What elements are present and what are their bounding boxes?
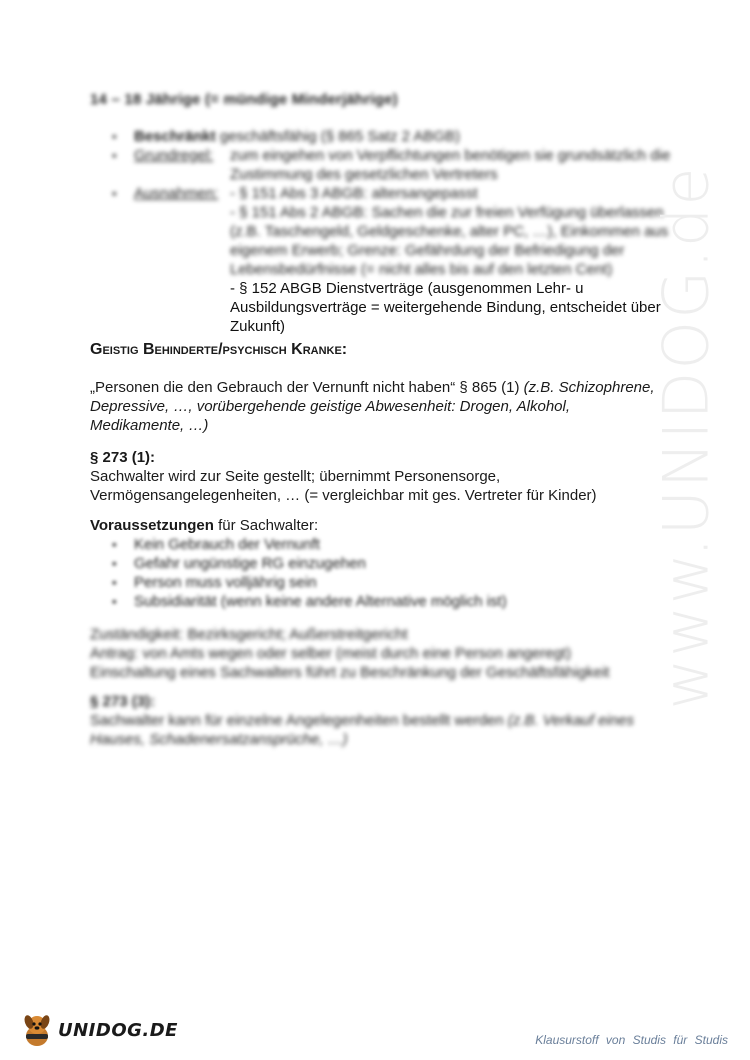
section-text: Sachwalter wird zur Seite gestellt; übernimmt Personensorge, Vermögensangelegenheiten, … (= vergleichbar mit ges. Vertreter für Kinder) xyxy=(90,468,597,504)
section-273-1 xyxy=(90,448,665,505)
list-item xyxy=(112,554,612,573)
item-text: geschäftsfähig (§ 865 Satz 2 ABGB) xyxy=(219,128,461,145)
section-heading-disabled xyxy=(90,340,347,359)
section-text: Sachwalter kann für einzelne Angelegenheiten bestellt werden xyxy=(90,712,508,729)
section-title: § 273 (1): xyxy=(90,449,156,466)
item-text: - § 151 Abs 2 ABGB: Sachen die zur freien Verfügung überlassen (z.B. Taschengeld, Geldgeschenke, alter PC, …), Einkommen aus eigenem Erwerb; Grenze: Gefährdung der Befriedigung der Lebensbedürfnisse (= nicht alles bis auf den letzten Cent) xyxy=(230,204,669,278)
item-label: Beschränkt xyxy=(134,128,216,145)
bullet-icon: • xyxy=(112,594,117,609)
item-text: - § 151 Abs 3 ABGB: altersangepasst xyxy=(230,185,478,202)
item-label: Ausnahmen: xyxy=(134,185,219,202)
item-text: Kein Gebrauch der Vernunft xyxy=(134,536,320,553)
requirements-list xyxy=(112,535,612,611)
item-label: Grundregel: xyxy=(134,147,214,164)
text-line: Zuständigkeit: Bezirksgericht; Außerstreitgericht xyxy=(90,626,408,643)
list-item xyxy=(112,535,612,554)
item-text: Person muss volljährig sein xyxy=(134,574,317,591)
bullet-icon: • xyxy=(112,129,117,144)
unidog-logo xyxy=(20,1012,178,1048)
quote-examples: (z.B. Schizophrene, Depressive, …, vorübergehende geistige Abwesenheit: Drogen, Alkohol, Medikamente, …) xyxy=(90,379,655,434)
item-text: Gefahr ungünstige RG einzugehen xyxy=(134,555,366,572)
item-text: zum eingehen von Verpflichtungen benötigen sie grundsätzlich die Zustimmung des gesetzlichen Vertreters xyxy=(230,147,671,183)
bullet-icon: • xyxy=(112,148,117,163)
section-examples: (z.B. Verkauf eines Hauses, Schadenersatzansprüche, …) xyxy=(90,712,634,748)
jurisdiction-block xyxy=(90,625,670,682)
requirements-heading xyxy=(90,516,665,535)
section-title: § 273 (3): xyxy=(90,693,156,710)
bullet-icon: • xyxy=(112,556,117,571)
footer-slogan: Klausurstoff von Studis für Studis xyxy=(535,1033,728,1047)
section-273-3 xyxy=(90,692,670,749)
item-text: - § 152 ABGB Dienstverträge (ausgenommen Lehr- u Ausbildungsverträge = weitergehende Bindung, entscheidet über Zukunft) xyxy=(230,280,661,335)
bullet-icon: • xyxy=(112,186,117,201)
heading-text: Geistig Behinderte/psychisch Kranke: xyxy=(90,341,348,358)
quote-text: „Personen die den Gebrauch der Vernunft nicht haben“ § 865 (1) xyxy=(90,379,524,396)
list-item xyxy=(112,184,672,336)
list-item xyxy=(112,573,612,592)
quote-paragraph xyxy=(90,378,665,435)
minors-bullet-list xyxy=(112,127,672,336)
watermark: www.UNIDOG.de xyxy=(649,165,723,710)
text-line: Antrag: von Amts wegen oder selber (meist durch eine Person angeregt) xyxy=(90,645,572,662)
section-heading-minors: 14 – 18 Jährige (= mündige Minderjährige) xyxy=(90,91,398,108)
list-item xyxy=(112,127,672,146)
item-text: Subsidiarität (wenn keine andere Alternative möglich ist) xyxy=(134,593,507,610)
dog-mascot-icon xyxy=(20,1012,54,1048)
logo-text: UNIDOG.DE xyxy=(58,1019,178,1041)
bullet-icon: • xyxy=(112,537,117,552)
list-item xyxy=(112,146,672,184)
bullet-icon: • xyxy=(112,575,117,590)
list-item xyxy=(112,592,612,611)
text-line: Einschaltung eines Sachwalters führt zu Beschränkung der Geschäftsfähigkeit xyxy=(90,664,610,681)
requirements-rest: für Sachwalter: xyxy=(213,517,319,534)
requirements-bold: Voraussetzungen xyxy=(90,517,214,534)
